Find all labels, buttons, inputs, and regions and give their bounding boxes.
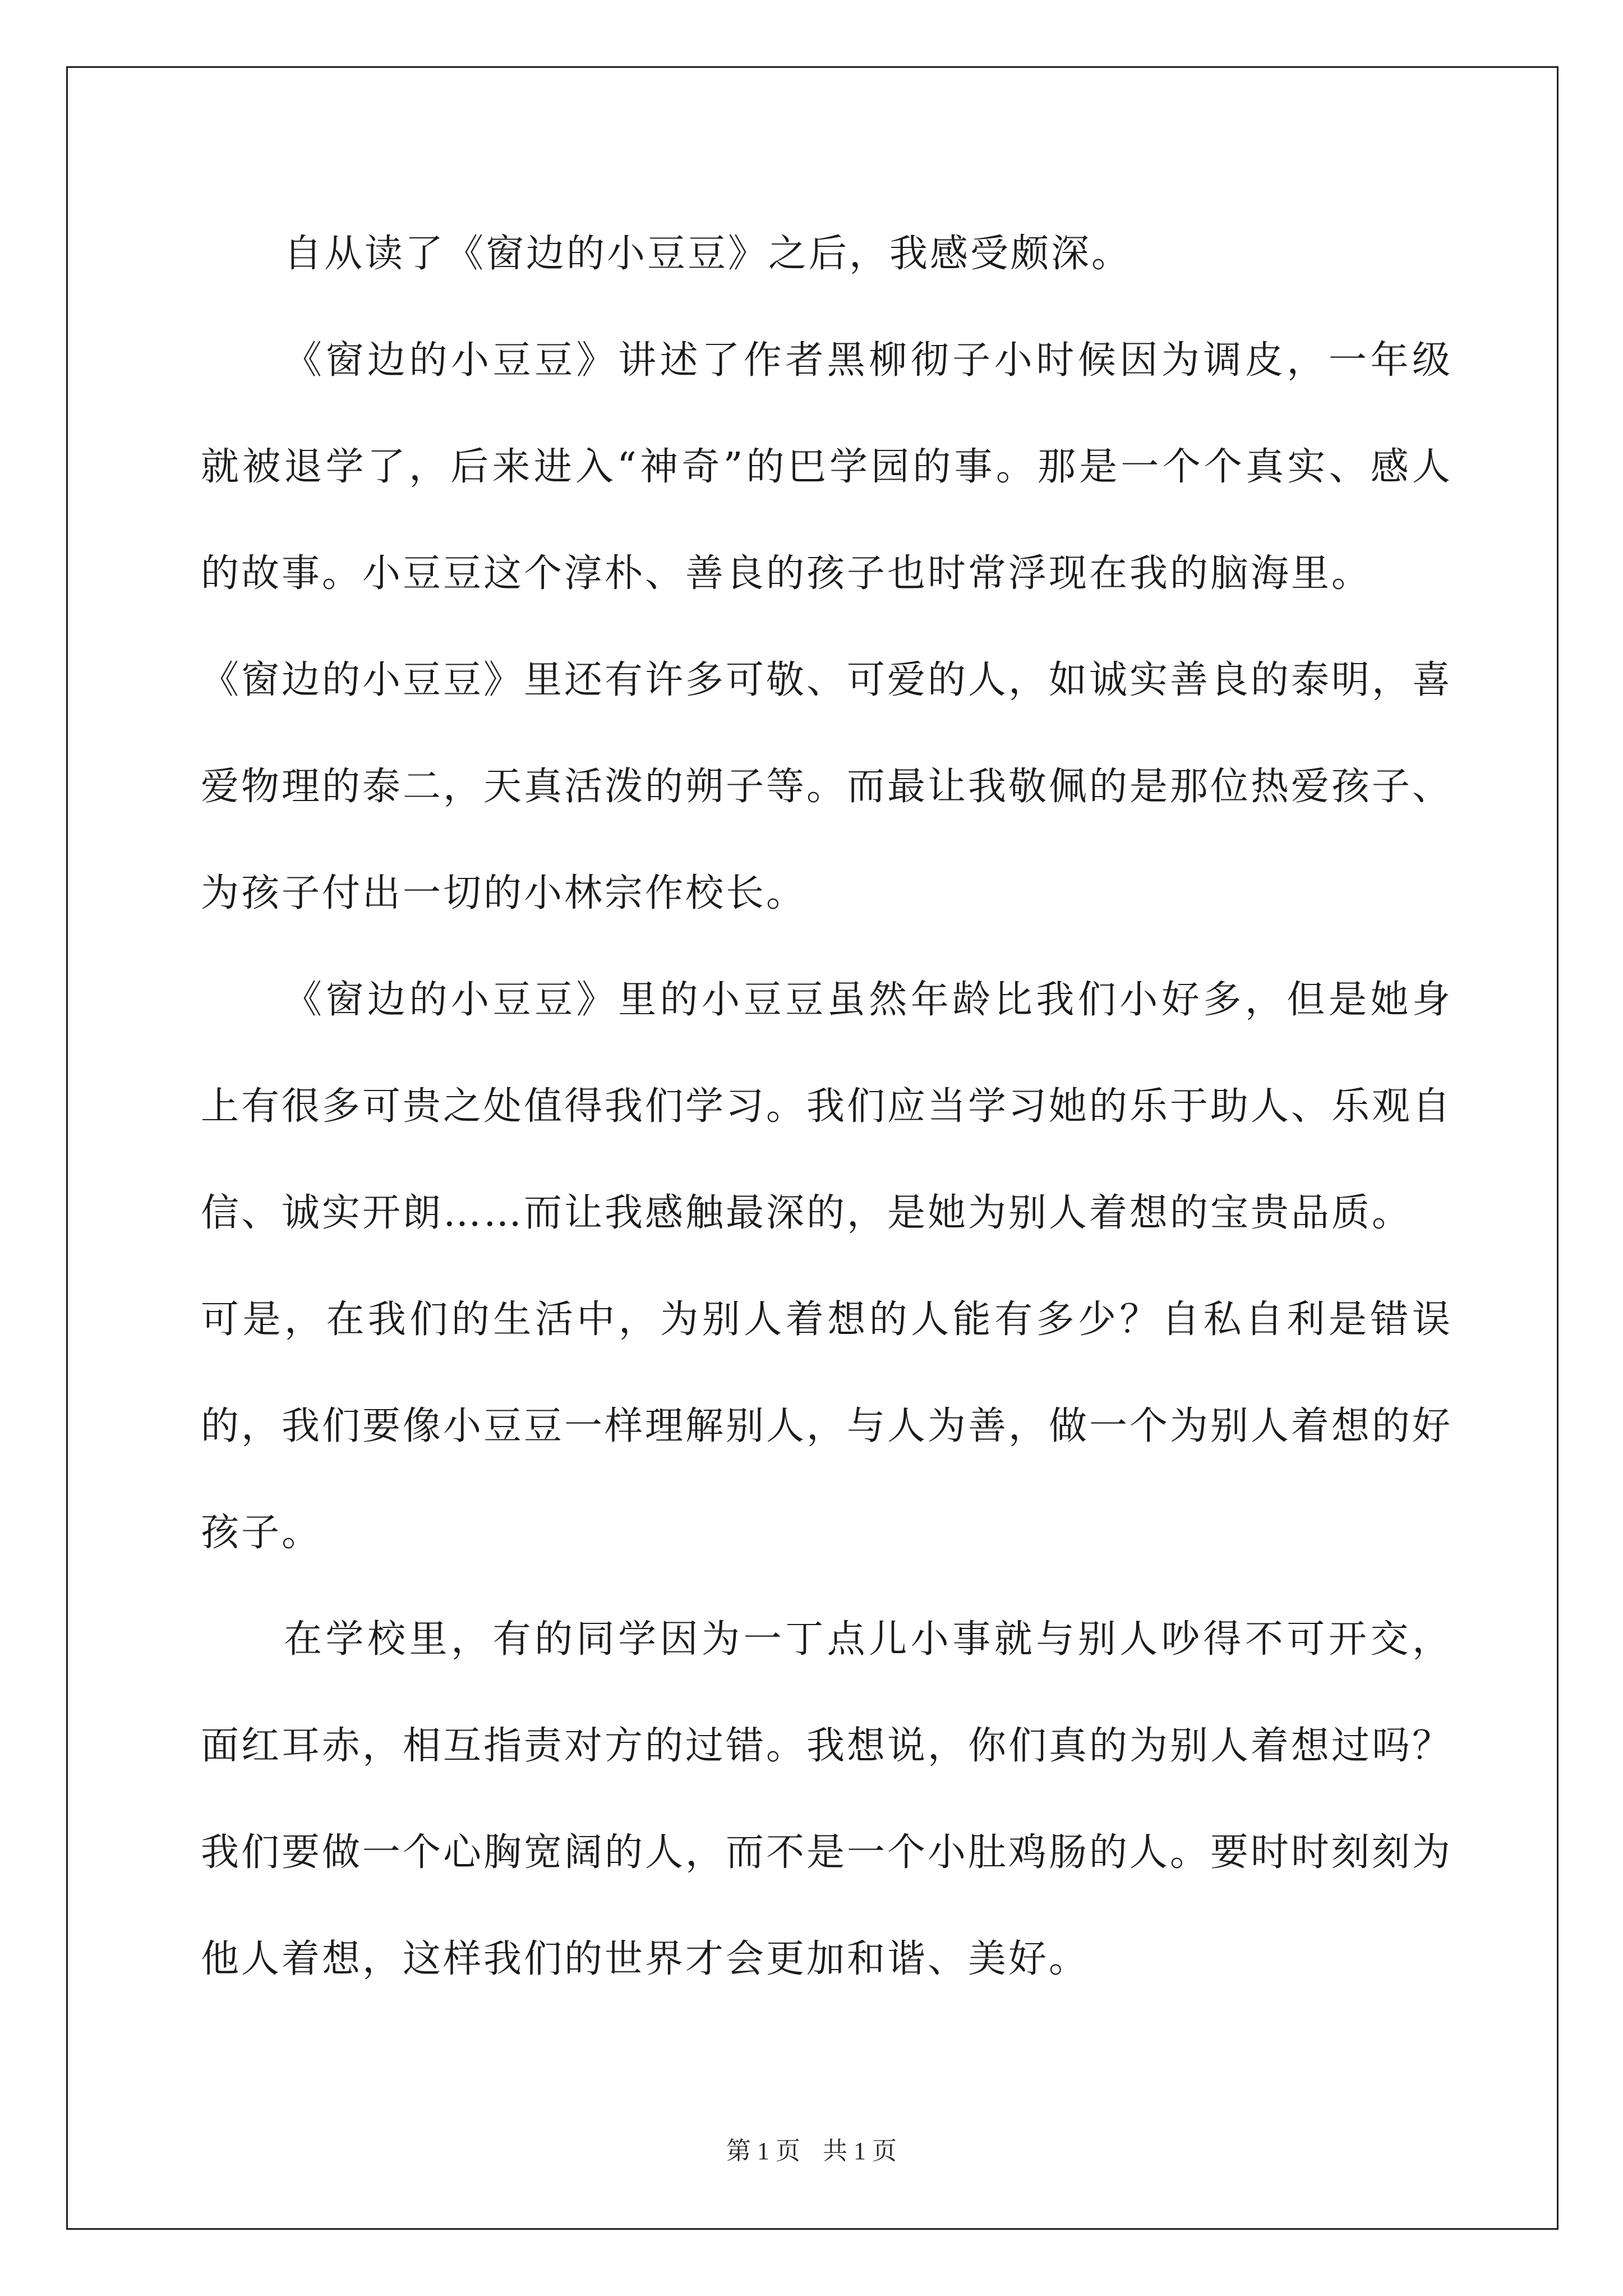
page-number: 第 1 页: [726, 2137, 800, 2165]
page-footer: [0, 2131, 1623, 2166]
paragraph: 可是，在我们的生活中，为别人着想的人能有多少？自私自利是错误的，我们要像小豆豆一样理解别人，与人为善，做一个为别人着想的好孩子。: [201, 1297, 1453, 1555]
page-total: 共 1 页: [823, 2137, 897, 2165]
document-body: [201, 201, 1453, 2013]
paragraph: 在学校里，有的同学因为一丁点儿小事就与别人吵得不可开交，面红耳赤，相互指责对方的过错。我想说，你们真的为别人着想过吗？我们要做一个心胸宽阔的人，而不是一个小肚鸡肠的人。要时时刻刻为他人着想，这样我们的世界才会更加和谐、美好。: [201, 1617, 1453, 1981]
paragraph: 自从读了《窗边的小豆豆》之后，我感受颇深。: [284, 232, 1132, 276]
paragraph: 《窗边的小豆豆》里的小豆豆虽然年龄比我们小好多，但是她身上有很多可贵之处值得我们学习。我们应当学习她的乐于助人、乐观自信、诚实开朗……而让我感触最深的，是她为别人着想的宝贵品质。: [201, 978, 1453, 1235]
paragraph: 《窗边的小豆豆》讲述了作者黑柳彻子小时候因为调皮，一年级就被退学了，后来进入“神奇”的巴学园的事。那是一个个真实、感人的故事。小豆豆这个淳朴、善良的孩子也时常浮现在我的脑海里。: [201, 338, 1453, 596]
paragraph: 《窗边的小豆豆》里还有许多可敬、可爱的人，如诚实善良的泰明，喜爱物理的泰二，天真活泼的朔子等。而最让我敬佩的是那位热爱孩子、为孩子付出一切的小林宗作校长。: [201, 658, 1453, 915]
